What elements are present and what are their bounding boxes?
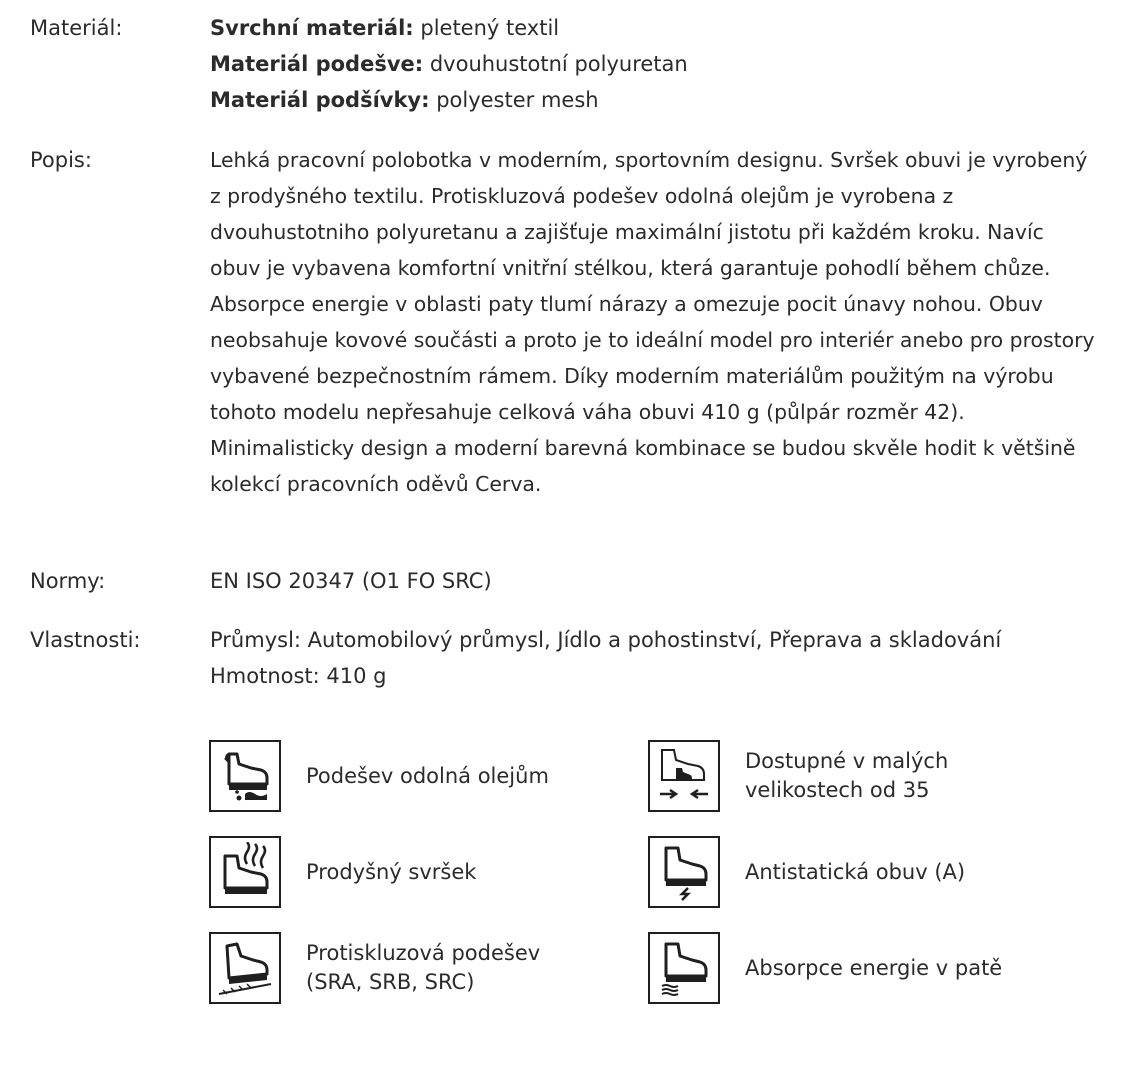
feature-label-line2: (SRA, SRB, SRC) xyxy=(306,970,475,994)
normy-row xyxy=(30,563,1096,599)
lining-material-title: Materiál podšívky: xyxy=(210,88,430,112)
feature-label xyxy=(306,939,606,997)
feature-label xyxy=(306,762,606,791)
material-value xyxy=(210,10,1096,118)
material-label: Materiál: xyxy=(30,16,123,40)
sole-material-title: Materiál podešve: xyxy=(210,52,424,76)
sole-material-value: dvouhustotní polyuretan xyxy=(423,52,688,76)
vlastnosti-value xyxy=(210,622,1096,694)
feature-label-line1: Antistatická obuv (A) xyxy=(745,859,966,884)
lining-material-value: polyester mesh xyxy=(429,88,599,112)
normy-label: Normy: xyxy=(30,569,106,593)
sole-material-line xyxy=(210,46,1096,82)
feature-heel-absorption xyxy=(648,932,1045,1004)
feature-antistatic xyxy=(648,836,1045,908)
small-sizes-icon xyxy=(648,740,720,812)
popis-text: Lehká pracovní polobotka v moderním, sportovním designu. Svršek obuvi je vyrobený z prodyšného textilu. Protiskluzová podešev odolná olejům je vyrobena z dvouhustotniho polyuretanu a zajišťuje maximální jistotu při každém kroku. Navíc obuv je vybavena komfortní vnitřní stélkou, která garantuje pohodlí během chůze. Absorpce energie v oblasti paty tlumí nárazy a omezuje pocit únavy nohou. Obuv neobsahuje kovové součásti a proto je to ideální model pro interiér anebo pro prostory vybavené bezpečnostním rámem. Díky moderním materiálům použitým na výrobu tohoto modelu nepřesahuje celková váha obuvi 410 g (půlpár rozměr 42). Minimalisticky design a moderní barevná kombinace se budou skvěle hodit k většině kolekcí pracovních oděvů Cerva. xyxy=(210,148,1095,496)
feature-label xyxy=(745,858,1045,887)
feature-slip-resistant xyxy=(209,932,606,1004)
prumysl-line: Průmysl: Automobilový průmysl, Jídlo a pohostinství, Přeprava a skladování xyxy=(210,628,1002,652)
antistatic-shoe-icon xyxy=(648,836,720,908)
feature-label-line1: Protiskluzová podešev xyxy=(306,941,541,965)
feature-oil-resistant xyxy=(209,740,606,812)
oil-resistant-sole-icon xyxy=(209,740,281,812)
hmotnost-line: Hmotnost: 410 g xyxy=(210,664,387,688)
slip-resistant-sole-icon xyxy=(209,932,281,1004)
feature-label-line1: Podešev odolná olejům xyxy=(306,763,549,788)
feature-label-line1: Absorpce energie v patě xyxy=(745,955,1003,980)
feature-label-line1: Dostupné v malých xyxy=(745,749,949,773)
feature-label xyxy=(306,858,606,887)
lining-material-line xyxy=(210,82,1096,118)
feature-label-line2: velikostech od 35 xyxy=(745,778,930,802)
heel-energy-absorption-icon xyxy=(648,932,720,1004)
popis-label: Popis: xyxy=(30,148,92,172)
feature-label xyxy=(745,954,1045,983)
vlastnosti-label: Vlastnosti: xyxy=(30,628,141,652)
feature-breathable xyxy=(209,836,606,908)
feature-small-sizes xyxy=(648,740,1045,812)
upper-material-line xyxy=(210,10,1096,46)
feature-label-line1: Prodyšný svršek xyxy=(306,859,477,884)
upper-material-value: pletený textil xyxy=(413,16,560,40)
popis-row xyxy=(30,142,1096,502)
normy-value: EN ISO 20347 (O1 FO SRC) xyxy=(210,569,492,593)
feature-label xyxy=(745,747,1045,805)
vlastnosti-row xyxy=(30,622,1096,694)
upper-material-title: Svrchní materiál: xyxy=(210,16,414,40)
breathable-upper-icon xyxy=(209,836,281,908)
material-row xyxy=(30,10,1096,118)
